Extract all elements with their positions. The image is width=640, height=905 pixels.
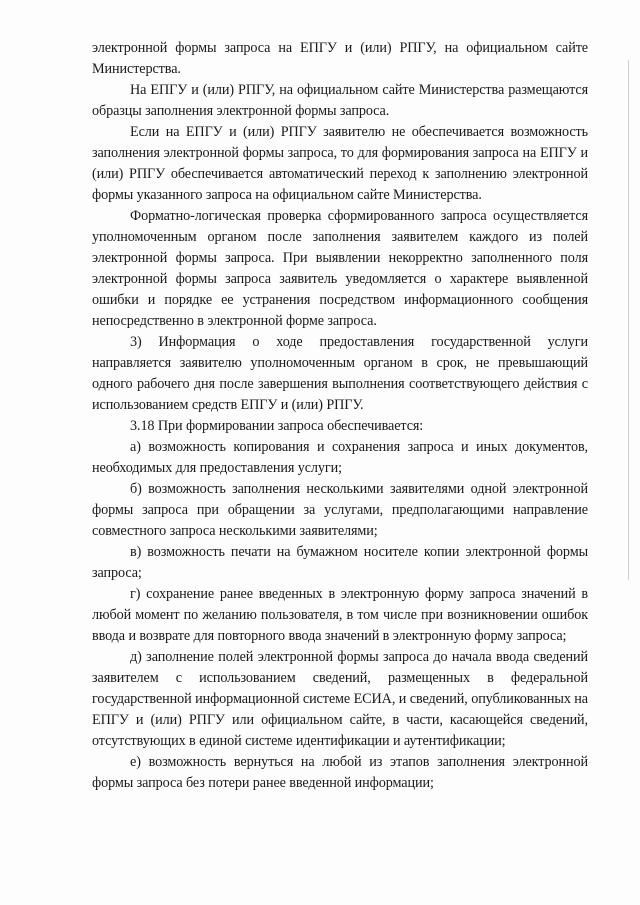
- list-item: а) возможность копирования и сохранения запроса и иных документов, необходимых для предоставления услуги;: [92, 439, 588, 476]
- paragraph: Если на ЕПГУ и (или) РПГУ заявителю не обеспечивается возможность заполнения электронной формы запроса, то для формирования запроса на ЕПГУ и (или) РПГУ обеспечивается автоматический переход к заполнению электронной формы указанного запроса на официальном сайте Министерства.: [92, 124, 588, 203]
- paragraph: 3.18 При формировании запроса обеспечивается:: [130, 418, 424, 434]
- scan-edge-mark: [628, 60, 629, 580]
- paragraph: электронной формы запроса на ЕПГУ и (или) РПГУ, на официальном сайте Министерства.: [92, 40, 588, 77]
- list-item: е) возможность вернуться на любой из этапов заполнения электронной формы запроса без потери ранее введенной информации;: [92, 754, 588, 791]
- list-item: д) заполнение полей электронной формы запроса до начала ввода сведений заявителем с использованием сведений, размещенных в федеральной государственной информационной системе ЕСИА, и сведений, опубликованных на ЕПГУ и (или) РПГУ или официальном сайте, в части, касающейся сведений, отсутствующих в единой системе идентификации и аутентификации;: [92, 649, 588, 749]
- paragraph: 3) Информация о ходе предоставления государственной услуги направляется заявителю уполномоченным органом в срок, не превышающий одного рабочего дня после завершения выполнения соответствующего действия с использованием средств ЕПГУ и (или) РПГУ.: [92, 334, 588, 413]
- list-item: б) возможность заполнения несколькими заявителями одной электронной формы запроса при обращении за услугами, предполагающими направление совместного запроса несколькими заявителями;: [92, 481, 588, 539]
- paragraph: На ЕПГУ и (или) РПГУ, на официальном сайте Министерства размещаются образцы заполнения электронной формы запроса.: [92, 82, 588, 119]
- document-body: [92, 38, 588, 794]
- list-item: в) возможность печати на бумажном носителе копии электронной формы запроса;: [92, 544, 588, 581]
- list-item: г) сохранение ранее введенных в электронную форму запроса значений в любой момент по желанию пользователя, в том числе при возникновении ошибок ввода и возврате для повторного ввода значений в электронную форму запроса;: [92, 586, 588, 644]
- paragraph: Форматно-логическая проверка сформированного запроса осуществляется уполномоченным органом после заполнения заявителем каждого из полей электронной формы запроса. При выявлении некорректно заполненного поля электронной формы запроса заявитель уведомляется о характере выявленной ошибки и порядке ее устранения посредством информационного сообщения непосредственно в электронной форме запроса.: [92, 208, 588, 329]
